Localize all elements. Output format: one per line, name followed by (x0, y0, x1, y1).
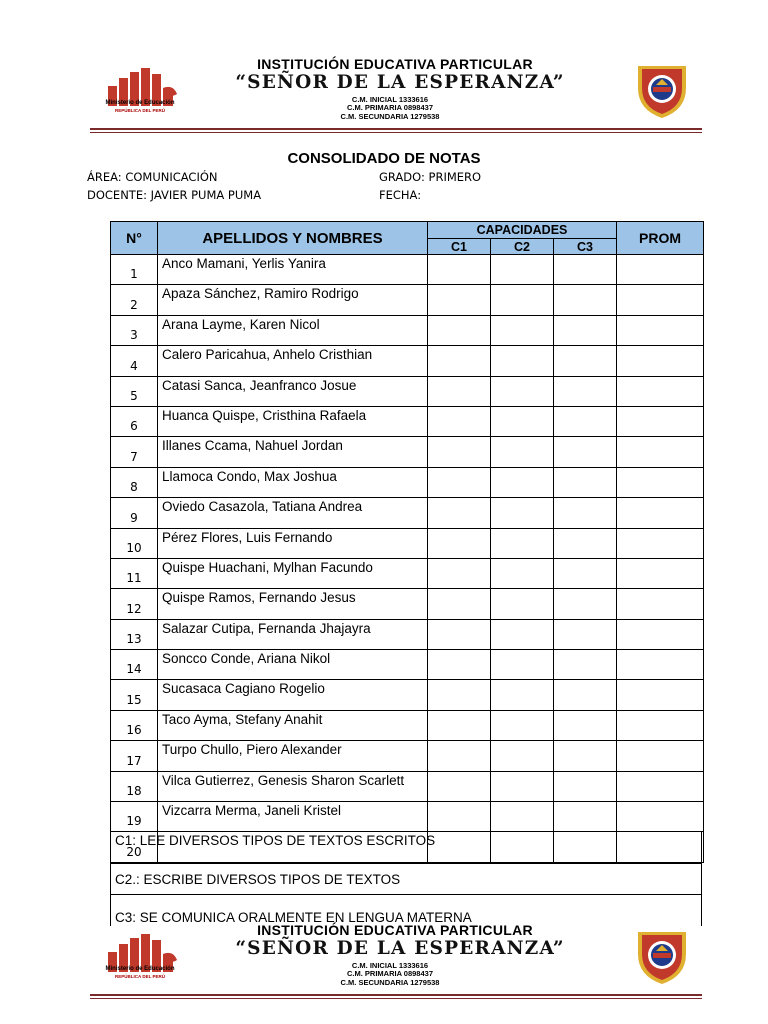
average-cell (617, 498, 704, 528)
grade-c1-cell (428, 346, 491, 376)
grade-c3-cell (554, 589, 617, 619)
row-number: 13 (111, 619, 158, 649)
grade-c1-cell (428, 558, 491, 588)
table-row (111, 315, 704, 345)
grade-c3-cell (554, 619, 617, 649)
average-cell (617, 406, 704, 436)
table-row (111, 710, 704, 740)
grade-c3-cell (554, 802, 617, 832)
row-number: 6 (111, 406, 158, 436)
average-cell (617, 315, 704, 345)
document-title: CONSOLIDADO DE NOTAS (287, 150, 481, 167)
grade-c3-cell (554, 680, 617, 710)
grade-c3-cell (554, 437, 617, 467)
row-number: 15 (111, 680, 158, 710)
grade-c2-cell (491, 315, 554, 345)
ministry-logo-caption: Ministerio de Educación REPÚBLICA DEL PERÚ (105, 100, 175, 113)
average-cell (617, 771, 704, 801)
table-row (111, 741, 704, 771)
header-c3: C3 (554, 239, 617, 255)
grade-c2-cell (491, 346, 554, 376)
average-cell (617, 741, 704, 771)
average-cell (617, 589, 704, 619)
grade-c1-cell (428, 589, 491, 619)
row-number: 11 (111, 558, 158, 588)
student-name: Salazar Cutipa, Fernanda Jhajayra (158, 619, 428, 649)
grade-c1-cell (428, 680, 491, 710)
average-cell (617, 680, 704, 710)
row-number: 14 (111, 650, 158, 680)
grade-c3-cell (554, 376, 617, 406)
average-cell (617, 619, 704, 649)
grade-c3-cell (554, 741, 617, 771)
grade-c1-cell (428, 255, 491, 285)
grade-c3-cell (554, 467, 617, 497)
student-name: Anco Mamani, Yerlis Yanira (158, 255, 428, 285)
header-names: APELLIDOS Y NOMBRES (158, 222, 428, 255)
table-row (111, 467, 704, 497)
area-label: ÁREA: COMUNICACIÓN (87, 170, 218, 184)
row-number: 7 (111, 437, 158, 467)
row-number: 8 (111, 467, 158, 497)
average-cell (617, 528, 704, 558)
grade-c3-cell (554, 406, 617, 436)
average-cell (617, 255, 704, 285)
row-number: 4 (111, 346, 158, 376)
letterhead (90, 56, 702, 124)
institution-type: INSTITUCIÓN EDUCATIVA PARTICULAR (257, 922, 533, 938)
grade-c2-cell (491, 558, 554, 588)
letterhead-footer (90, 922, 702, 990)
header-number: N° (111, 222, 158, 255)
grade-c2-cell (491, 710, 554, 740)
grade-c1-cell (428, 437, 491, 467)
row-number: 5 (111, 376, 158, 406)
grade-c1-cell (428, 406, 491, 436)
table-row (111, 255, 704, 285)
table-row (111, 619, 704, 649)
school-crest-icon (634, 62, 690, 120)
student-name: Turpo Chullo, Piero Alexander (158, 741, 428, 771)
grade-c3-cell (554, 498, 617, 528)
grade-c1-cell (428, 467, 491, 497)
average-cell (617, 710, 704, 740)
student-name: Calero Paricahua, Anhelo Cristhian (158, 346, 428, 376)
date-label: FECHA: (379, 188, 422, 202)
table-row (111, 650, 704, 680)
row-number: 19 (111, 802, 158, 832)
grade-c2-cell (491, 437, 554, 467)
grade-c2-cell (491, 650, 554, 680)
grade-c2-cell (491, 680, 554, 710)
school-crest-icon (634, 928, 690, 986)
grade-c1-cell (428, 315, 491, 345)
average-cell (617, 346, 704, 376)
table-row (111, 285, 704, 315)
student-name: Llamoca Condo, Max Joshua (158, 467, 428, 497)
student-name: Quispe Ramos, Fernando Jesus (158, 589, 428, 619)
grade-c2-cell (491, 771, 554, 801)
institution-codes: C.M. INICIAL 1333616 C.M. PRIMARIA 0898437 C.M. SECUNDARIA 1279538 (340, 95, 440, 121)
grade-c2-cell (491, 467, 554, 497)
average-cell (617, 285, 704, 315)
legend-c2: C2.: ESCRIBE DIVERSOS TIPOS DE TEXTOS (111, 864, 702, 895)
capacities-legend (110, 831, 702, 926)
table-row (111, 558, 704, 588)
grade-c2-cell (491, 376, 554, 406)
grade-c3-cell (554, 771, 617, 801)
average-cell (617, 650, 704, 680)
table-row (111, 346, 704, 376)
student-name: Illanes Ccama, Nahuel Jordan (158, 437, 428, 467)
row-number: 17 (111, 741, 158, 771)
row-number: 2 (111, 285, 158, 315)
legend-c3: C3: SE COMUNICA ORALMENTE EN LENGUA MATERNA (111, 895, 702, 927)
header-c1: C1 (428, 239, 491, 255)
grade-c3-cell (554, 285, 617, 315)
average-cell (617, 802, 704, 832)
grades-table (110, 221, 704, 863)
grade-c3-cell (554, 315, 617, 345)
grade-c1-cell (428, 528, 491, 558)
grade-c1-cell (428, 498, 491, 528)
grade-c3-cell (554, 346, 617, 376)
grade-c1-cell (428, 650, 491, 680)
legend-c1: C1: LEE DIVERSOS TIPOS DE TEXTOS ESCRITOS (111, 832, 702, 864)
average-cell (617, 558, 704, 588)
table-row (111, 802, 704, 832)
table-row (111, 528, 704, 558)
row-number: 18 (111, 771, 158, 801)
row-number: 1 (111, 255, 158, 285)
row-number: 10 (111, 528, 158, 558)
student-name: Oviedo Casazola, Tatiana Andrea (158, 498, 428, 528)
grade-label: GRADO: PRIMERO (379, 170, 482, 184)
header-c2: C2 (491, 239, 554, 255)
student-name: Arana Layme, Karen Nicol (158, 315, 428, 345)
grade-c2-cell (491, 255, 554, 285)
header-average: PROM (617, 222, 704, 255)
average-cell (617, 437, 704, 467)
table-row (111, 771, 704, 801)
grade-c2-cell (491, 619, 554, 649)
student-name: Catasi Sanca, Jeanfranco Josue (158, 376, 428, 406)
grade-c1-cell (428, 619, 491, 649)
table-row (111, 680, 704, 710)
row-number: 20 (111, 832, 158, 862)
grade-c1-cell (428, 376, 491, 406)
grade-c3-cell (554, 255, 617, 285)
grade-c2-cell (491, 802, 554, 832)
grade-c2-cell (491, 528, 554, 558)
student-name: Pérez Flores, Luis Fernando (158, 528, 428, 558)
row-number: 12 (111, 589, 158, 619)
table-row (111, 589, 704, 619)
student-name: Taco Ayma, Stefany Anahit (158, 710, 428, 740)
grade-c1-cell (428, 285, 491, 315)
grade-c1-cell (428, 710, 491, 740)
student-name: Vizcarra Merma, Janeli Kristel (158, 802, 428, 832)
grade-c2-cell (491, 741, 554, 771)
average-cell (617, 376, 704, 406)
header-capacities: CAPACIDADES (428, 222, 617, 239)
student-name: Huanca Quispe, Cristhina Rafaela (158, 406, 428, 436)
student-name: Quispe Huachani, Mylhan Facundo (158, 558, 428, 588)
ministry-logo-caption: Ministerio de Educación REPÚBLICA DEL PERÚ (105, 966, 175, 979)
grade-c2-cell (491, 406, 554, 436)
student-name: Vilca Gutierrez, Genesis Sharon Scarlett (158, 771, 428, 801)
student-name: Soncco Conde, Ariana Nikol (158, 650, 428, 680)
grade-c2-cell (491, 498, 554, 528)
grade-c1-cell (428, 802, 491, 832)
student-name: Apaza Sánchez, Ramiro Rodrigo (158, 285, 428, 315)
average-cell (617, 467, 704, 497)
grade-c3-cell (554, 650, 617, 680)
teacher-label: DOCENTE: JAVIER PUMA PUMA (87, 188, 262, 202)
student-name: Sucasaca Cagiano Rogelio (158, 680, 428, 710)
institution-type: INSTITUCIÓN EDUCATIVA PARTICULAR (257, 56, 533, 72)
row-number: 9 (111, 498, 158, 528)
table-row (111, 437, 704, 467)
table-row (111, 406, 704, 436)
grade-c1-cell (428, 741, 491, 771)
row-number: 3 (111, 315, 158, 345)
table-row (111, 376, 704, 406)
grade-c3-cell (554, 710, 617, 740)
institution-codes: C.M. INICIAL 1333616 C.M. PRIMARIA 0898437 C.M. SECUNDARIA 1279538 (340, 961, 440, 987)
grade-c1-cell (428, 771, 491, 801)
grade-c3-cell (554, 528, 617, 558)
grade-c2-cell (491, 589, 554, 619)
institution-name: “SEÑOR DE LA ESPERANZA” (235, 72, 565, 93)
grade-c2-cell (491, 285, 554, 315)
row-number: 16 (111, 710, 158, 740)
institution-name: “SEÑOR DE LA ESPERANZA” (235, 938, 565, 959)
grade-c3-cell (554, 558, 617, 588)
table-row (111, 498, 704, 528)
